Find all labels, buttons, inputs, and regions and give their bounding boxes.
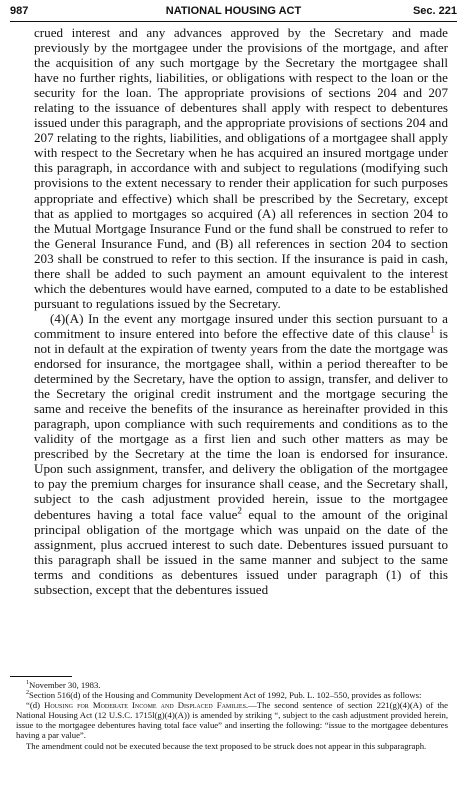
page-number: 987 <box>10 5 29 17</box>
quote-prefix: “(d) <box>26 700 45 711</box>
paragraph-4A-text-3: equal to the amount of the original principal obligation of the mortgage which was unpaid on the date of the assignment, plus accrued interest to such date. Debentures issued pursuant to this paragraph shall be issued in the same manner and subject to the same terms and conditions as debentures issued under paragraph (1) of this subsection, except that the debentures issued <box>34 506 448 597</box>
footnote-ref-1: 1 <box>430 324 435 335</box>
quote-text: —The second sentence of section 221(g)(4)(A) of the National Housing Act (12 U.S.C. 1715l(g)(4)(A)) is amended by striking “, subject to the cash adjustment provided herein, issue to the mortgagee debentures having total face value” and inserting the following: “issue to the mortgagee debentures having a par value”. <box>16 700 448 741</box>
running-title: NATIONAL HOUSING ACT <box>165 5 302 17</box>
paragraph-continued: crued interest and any advances approved by the Secretary and made previously by the mortgagee under the provisions of the mortgage, and after the acquisition of any such mortgage by the Secretary the mortgagee shall have no further rights, liabilities, or obligations with respect to the loan or the security for the loan. The appropriate provisions of sections 204 and 207 relating to the issuance of debentures shall apply with respect to debentures issued under this paragraph, and the appropriate provisions of sections 204 and 207 relating to the rights, liabilities, and obligations of a mortgagee shall apply with respect to the Secretary when he has acquired an insured mortgage under this paragraph, in accordance with and subject to regulations (modifying such provisions to the extent necessary to render their application for such purposes appropriate and effective) which shall be prescribed by the Secretary, except that as applied to mortgages so acquired (A) all references in section 204 to the Mutual Mortgage Insurance Fund or the fund shall be construed to refer to the General Insurance Fund, and (B) all references in section 204 to section 203 shall be construed to refer to this section. If the insurance is paid in cash, there shall be added to such payment an amount equivalent to the interest which the debentures would have earned, computed to a date to be established pursuant to regulations issued by the Secretary. <box>34 25 448 311</box>
footnote-2 <box>16 690 448 700</box>
paragraph-4A-text-1: (4)(A) In the event any mortgage insured under this section pursuant to a commitment to insure entered into before the effective date of this clause <box>34 310 448 341</box>
footnotes <box>16 680 448 751</box>
footnote-ref-2: 2 <box>237 505 242 516</box>
footnote-1-text: November 30, 1983. <box>29 680 101 690</box>
header-rule <box>10 21 457 22</box>
quote-heading: Housing for Moderate Income and Displaced Families. <box>44 700 249 711</box>
running-header <box>10 5 457 21</box>
footnote-rule <box>10 676 72 677</box>
footnote-1 <box>16 680 448 690</box>
page-body <box>34 25 448 597</box>
footnote-2-quote <box>16 700 448 740</box>
footnote-1-mark: 1 <box>26 680 30 687</box>
section-label: Sec. 221 <box>412 5 457 17</box>
paragraph-4A <box>34 311 448 597</box>
paragraph-4A-text-2: is not in default at the expiration of twenty years from the date the mortgage was endorsed for insurance, the mortgagee shall, within a period thereafter to be determined by the Secretary, have the option to assign, transfer, and deliver to the Secretary the original credit instrument and the mortgage securing the same and receive the benefits of the insurance as hereinafter provided in this paragraph, upon compliance with such requirements and conditions as to the validity of the mortgage as a first lien and such other matters as may be prescribed by the Secretary at the time the loan is endorsed for insurance. Upon such assignment, transfer, and delivery the obligation of the mortgagee to pay the premium charges for insurance shall cease, and the Secretary shall, subject to the cash adjustment provided herein, issue to the mortgagee debentures having a total face value <box>34 325 449 522</box>
footnote-2-text: Section 516(d) of the Housing and Community Development Act of 1992, Pub. L. 102–550, provides as follows: <box>29 690 422 701</box>
footnote-2-note: The amendment could not be executed because the text proposed to be struck does not appear in this subparagraph. <box>26 740 427 751</box>
footnote-2-mark: 2 <box>26 690 30 697</box>
